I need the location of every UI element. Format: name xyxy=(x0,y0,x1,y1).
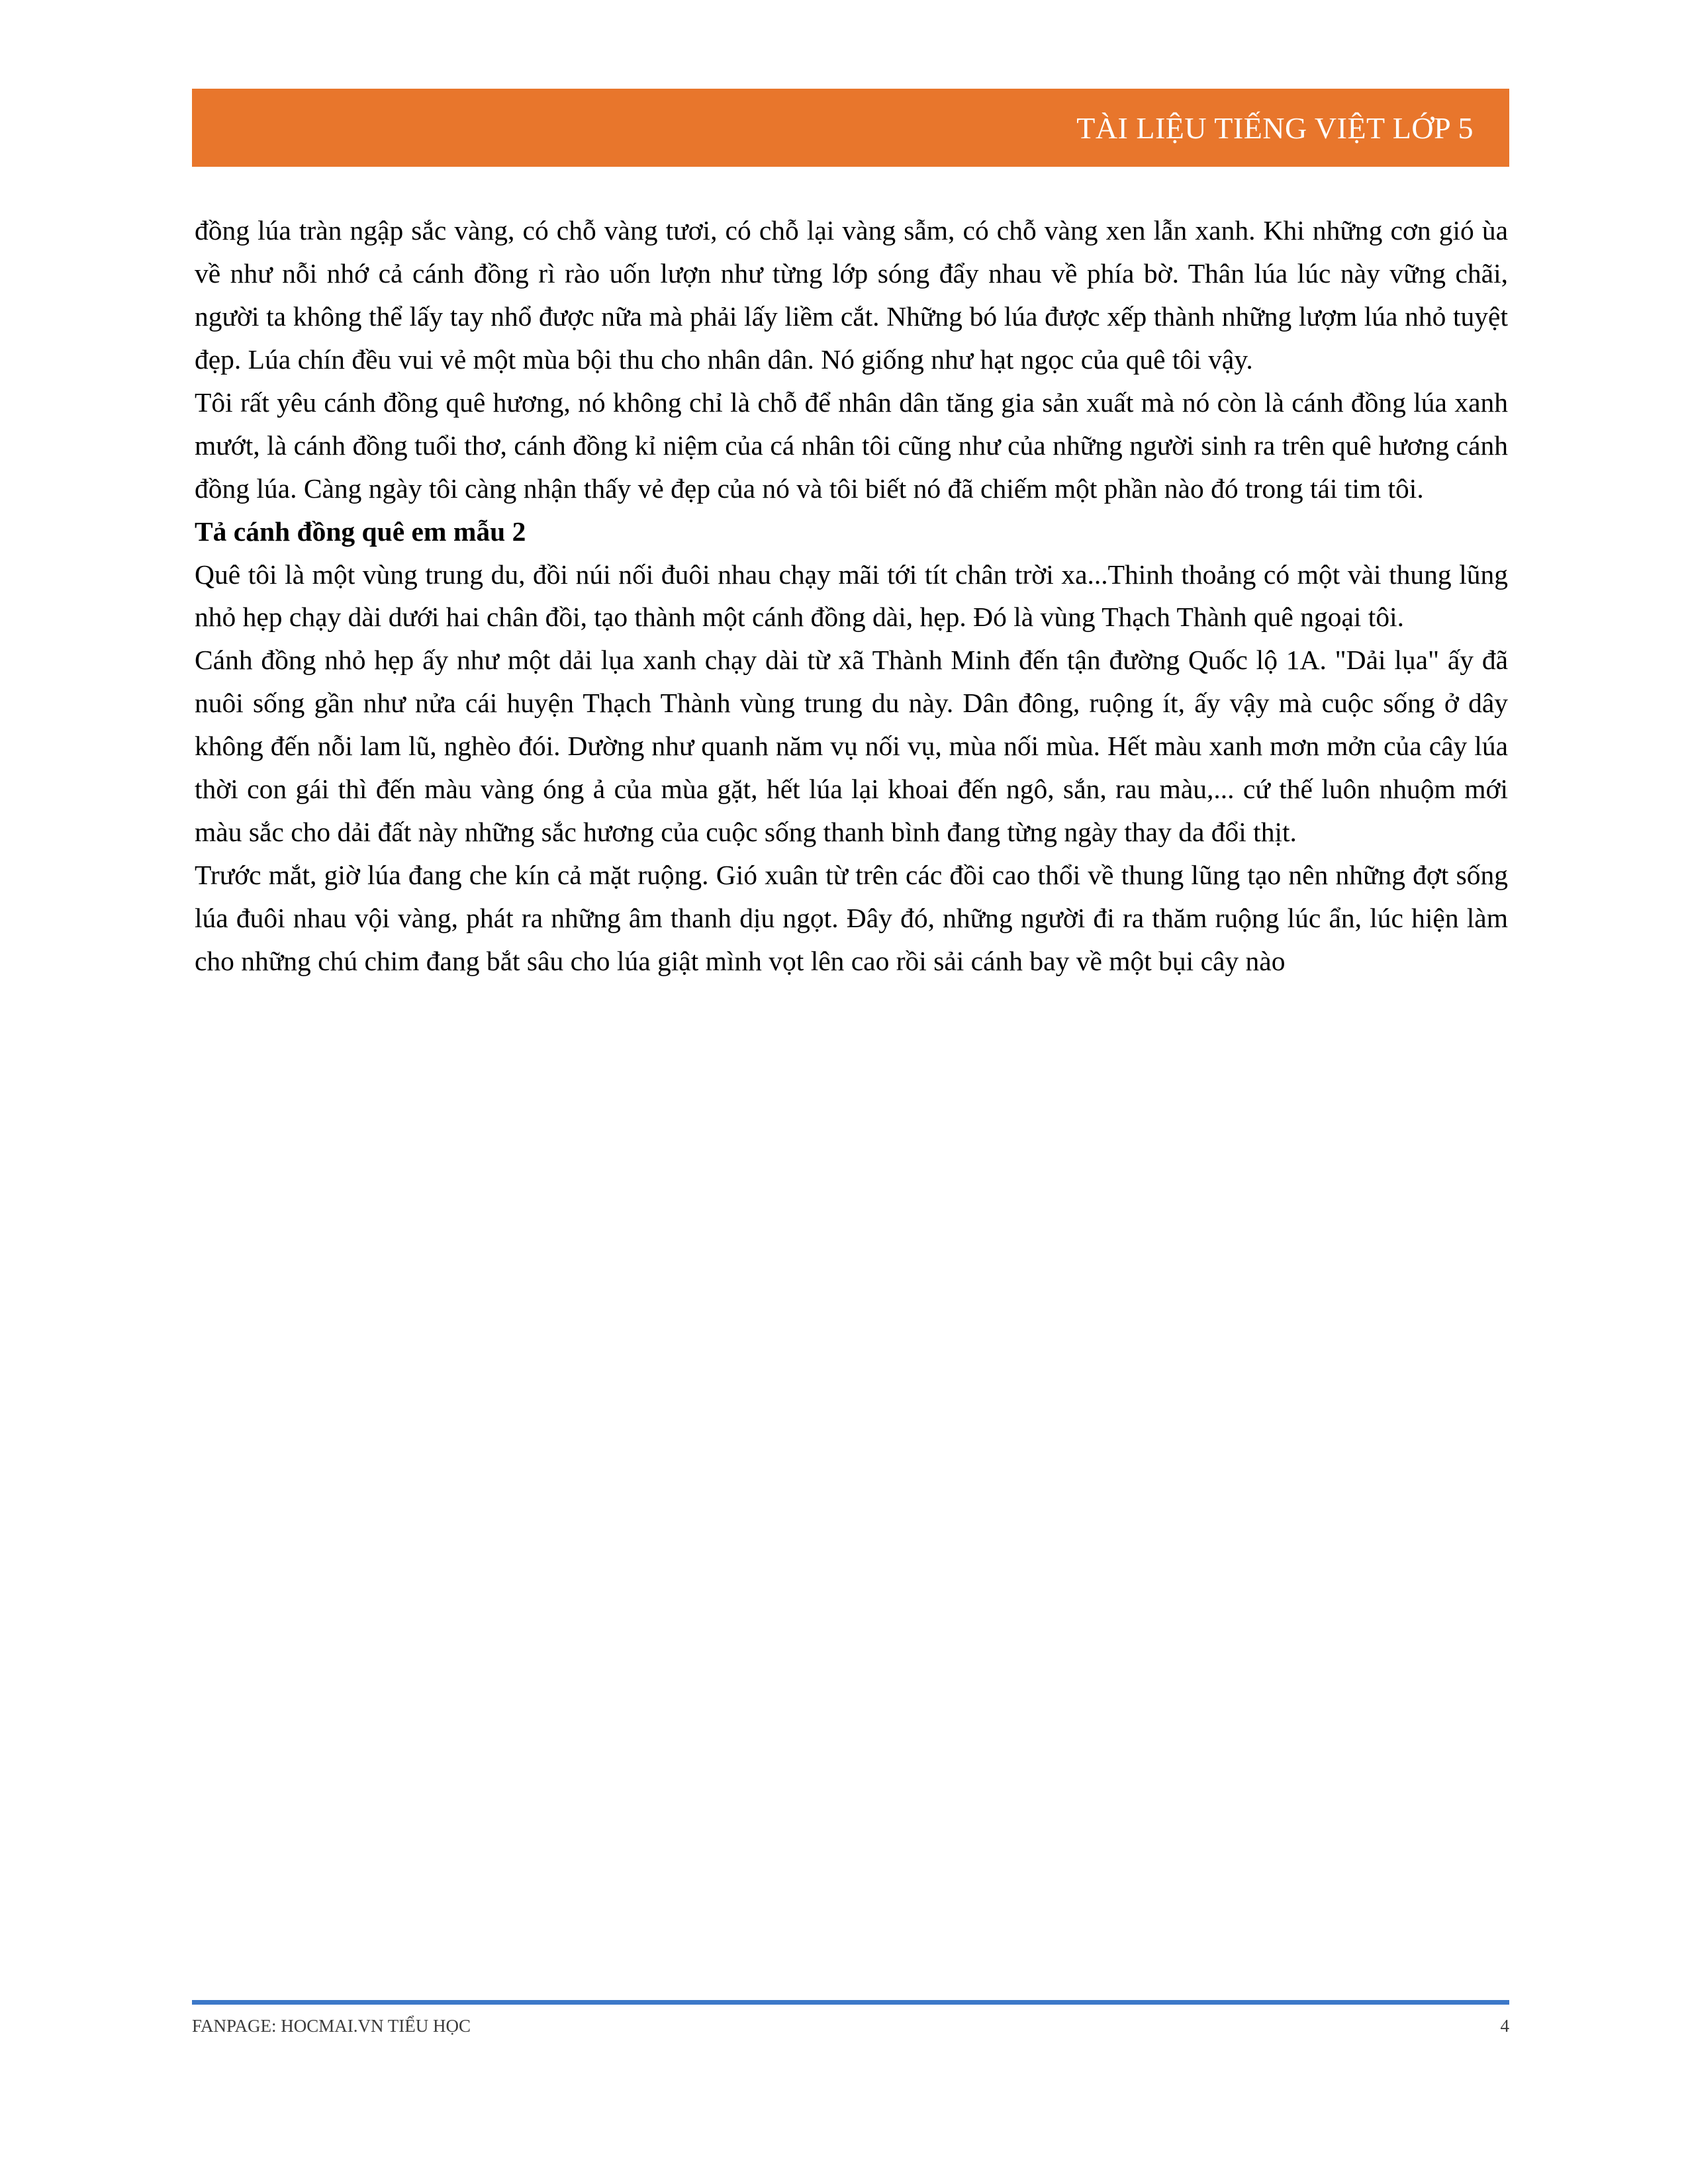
paragraph: Trước mắt, giờ lúa đang che kín cả mặt ruộng. Gió xuân từ trên các đồi cao thổi về thung lũng tạo nên những đợt sống lúa đuôi nhau vội vàng, phát ra những âm thanh dịu ngọt. Đây đó, những người đi ra thăm ruộng lúc ẩn, lúc hiện làm cho những chú chim đang bắt sâu cho lúa giật mình vọt lên cao rồi sải cánh bay về một bụi cây nào xyxy=(195,860,1508,976)
page-number: 4 xyxy=(1500,2016,1509,2036)
section-heading: Tả cánh đồng quê em mẫu 2 xyxy=(195,516,526,547)
paragraph: Cánh đồng nhỏ hẹp ấy như một dải lụa xanh chạy dài từ xã Thành Minh đến tận đường Quốc lộ 1A. "Dải lụa" ấy đã nuôi sống gần như nửa cái huyện Thạch Thành vùng trung du này. Dân đông, ruộng ít, ấy vậy mà cuộc sống ở dây không đến nỗi lam lũ, nghèo đói. Dường như quanh năm vụ nối vụ, mùa nối mùa. Hết màu xanh mơn mởn của cây lúa thời con gái thì đến màu vàng óng ả của mùa gặt, hết lúa lại khoai đến ngô, sắn, rau màu,... cứ thế luôn nhuộm mới màu sắc cho dải đất này những sắc hương của cuộc sống thanh bình đang từng ngày thay da đổi thịt. xyxy=(195,645,1508,848)
page-footer xyxy=(192,2016,1509,2036)
footer-fanpage-text: FANPAGE: HOCMAI.VN TIỂU HỌC xyxy=(192,2016,471,2036)
page-title: TÀI LIỆU TIẾNG VIỆT LỚP 5 xyxy=(1076,111,1474,145)
paragraph: Tôi rất yêu cánh đồng quê hương, nó không chỉ là chỗ để nhân dân tăng gia sản xuất mà nó còn là cánh đồng lúa xanh mướt, là cánh đồng tuổi thơ, cánh đồng kỉ niệm của cá nhân tôi cũng như của những người sinh ra trên quê hương cánh đồng lúa. Càng ngày tôi càng nhận thấy vẻ đẹp của nó và tôi biết nó đã chiếm một phần nào đó trong tái tim tôi. xyxy=(195,387,1508,504)
paragraph: Quê tôi là một vùng trung du, đồi núi nối đuôi nhau chạy mãi tới tít chân trời xa...Thinh thoảng có một vài thung lũng nhỏ hẹp chạy dài dưới hai chân đồi, tạo thành một cánh đồng dài, hẹp. Đó là vùng Thạch Thành quê ngoại tôi. xyxy=(195,559,1508,633)
page-header-band xyxy=(192,89,1509,167)
footer-divider xyxy=(192,2000,1509,2005)
paragraph: đồng lúa tràn ngập sắc vàng, có chỗ vàng tươi, có chỗ lại vàng sẫm, có chỗ vàng xen lẫn xanh. Khi những cơn gió ùa về như nỗi nhớ cả cánh đồng rì rào uốn lượn như từng lớp sóng đẩy nhau về phía bờ. Thân lúa lúc này vững chãi, người ta không thể lấy tay nhổ được nữa mà phải lấy liềm cắt. Những bó lúa được xếp thành những lượm lúa nhỏ tuyệt đẹp. Lúa chín đều vui vẻ một mùa bội thu cho nhân dân. Nó giống như hạt ngọc của quê tôi vậy. xyxy=(195,215,1508,375)
document-body xyxy=(195,209,1508,983)
